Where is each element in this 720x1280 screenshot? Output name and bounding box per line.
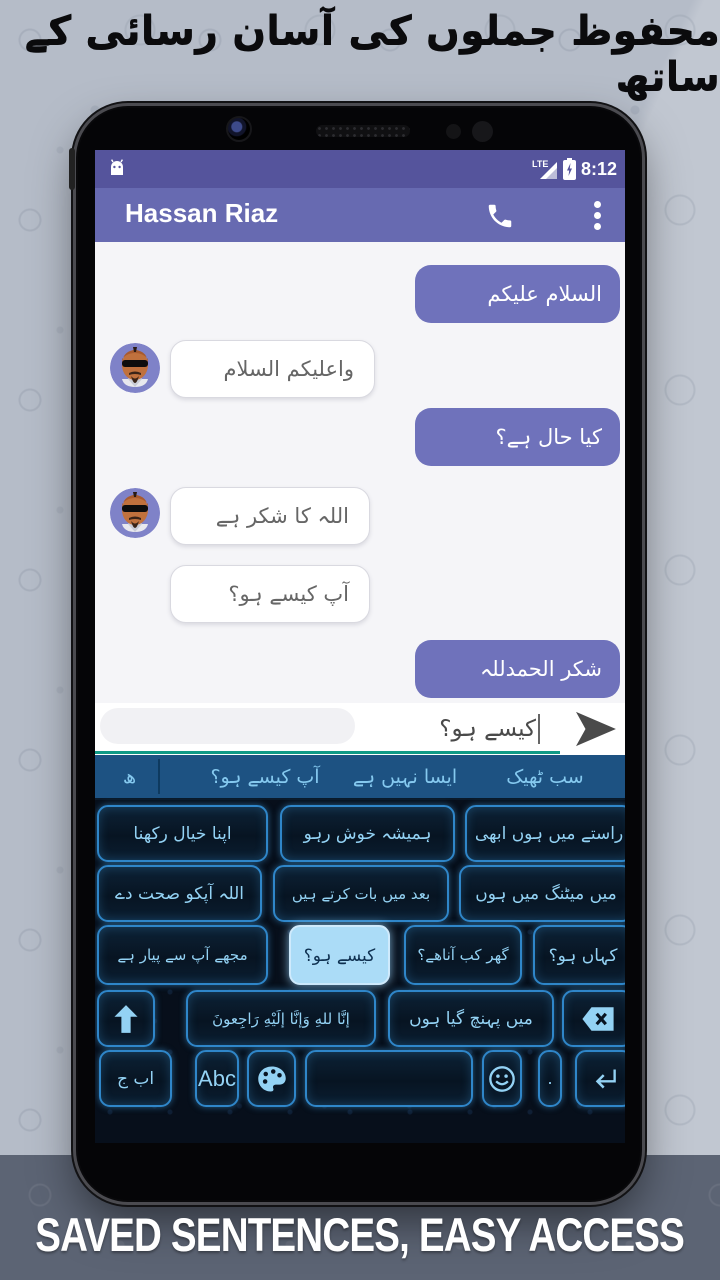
signal-lte-icon: [532, 158, 558, 180]
app-bar: [95, 188, 625, 242]
phrase-key[interactable]: مجھے آپ سے پیار ہے: [97, 925, 268, 985]
chat-area: [95, 242, 625, 703]
message-sent: السلام علیکم: [415, 265, 620, 323]
contact-name: Hassan Riaz: [125, 198, 279, 228]
message-received: اللہ کا شکر ہے: [170, 487, 370, 545]
overflow-menu-icon: [594, 201, 601, 208]
shift-key[interactable]: [97, 990, 155, 1047]
palette-icon: [257, 1065, 287, 1093]
clock: 8:12: [580, 158, 617, 179]
backspace-icon: [581, 1006, 615, 1032]
phrase-key-active[interactable]: کیسے ہو؟: [289, 925, 390, 985]
sensor-icon: [472, 121, 493, 142]
emoji-key[interactable]: [482, 1050, 522, 1107]
composed-text: کیسے ہو؟: [439, 716, 536, 742]
text-cursor: [538, 714, 540, 744]
status-bar: [95, 150, 625, 188]
space-key[interactable]: [305, 1050, 473, 1107]
abc-key[interactable]: Abc: [195, 1050, 239, 1107]
message-received: آپ کیسے ہو؟: [170, 565, 370, 623]
input-underline: [95, 751, 560, 754]
enter-icon: [591, 1067, 617, 1091]
period-key[interactable]: .: [538, 1050, 562, 1107]
suggestion-chip[interactable]: سب ٹھیک: [506, 765, 584, 788]
input-highlight: [100, 708, 355, 744]
send-button[interactable]: [567, 707, 622, 751]
phrase-key[interactable]: میں میٹنگ میں ہوں: [459, 865, 625, 922]
shift-icon: [112, 1004, 140, 1034]
phrase-key[interactable]: إنَّا للهِ وَإنَّا إلَيْهِ رَاجِعونَ: [186, 990, 376, 1047]
battery-charging-icon: [563, 158, 576, 180]
phrase-key[interactable]: اللہ آپکو صحت دے: [97, 865, 262, 922]
front-camera-icon: [226, 116, 252, 142]
call-button[interactable]: [480, 196, 520, 236]
suggestion-chip[interactable]: آپ کیسے ہو؟: [210, 765, 320, 788]
message-input[interactable]: [439, 709, 540, 749]
send-icon: [572, 710, 618, 748]
message-received: واعلیکم السلام: [170, 340, 375, 398]
message-input-bar[interactable]: [95, 703, 625, 755]
phrase-key[interactable]: راستے میں ہوں ابھی: [465, 805, 625, 862]
proximity-sensor-icon: [446, 124, 461, 139]
theme-key[interactable]: [247, 1050, 296, 1107]
suggestion-chip[interactable]: ایسا نہیں ہے: [352, 765, 458, 788]
phone-frame: [78, 108, 640, 1200]
phrase-key[interactable]: میں پہنچ گیا ہوں: [388, 990, 554, 1047]
language-key[interactable]: اب ج: [99, 1050, 172, 1107]
message-sent: کیا حال ہے؟: [415, 408, 620, 466]
power-button: [69, 148, 75, 190]
phrase-key[interactable]: گھر کب آناھے؟: [404, 925, 522, 985]
suggestion-divider: [158, 759, 160, 794]
message-sent: شکر الحمدللہ: [415, 640, 620, 698]
earpiece-speaker-icon: [316, 125, 410, 137]
suggestion-chip[interactable]: ھ: [122, 765, 137, 788]
phrase-key[interactable]: ہمیشہ خوش رہو: [280, 805, 455, 862]
urdu-keyboard: [95, 800, 625, 1143]
emoji-icon: [488, 1065, 516, 1093]
suggestion-bar: [95, 755, 625, 800]
avatar: [110, 488, 160, 538]
enter-key[interactable]: [575, 1050, 625, 1107]
avatar: [110, 343, 160, 393]
android-icon: [107, 159, 127, 177]
backspace-key[interactable]: [562, 990, 625, 1047]
phone-screen: [95, 150, 625, 1143]
phrase-key[interactable]: اپنا خیال رکھنا: [97, 805, 268, 862]
network-label: LTE: [531, 159, 549, 169]
overflow-menu-button[interactable]: [577, 193, 617, 237]
phrase-key[interactable]: بعد میں بات کرتے ہیں: [273, 865, 449, 922]
phone-call-icon: [485, 201, 515, 231]
top-banner-title: محفوظ جملوں کی آسان رسائی کے ساتھ: [24, 8, 720, 100]
phrase-key[interactable]: کہاں ہو؟: [533, 925, 625, 985]
bottom-banner: [0, 1198, 720, 1270]
bottom-banner-title: SAVED SENTENCES, EASY ACCESS: [35, 1207, 685, 1261]
